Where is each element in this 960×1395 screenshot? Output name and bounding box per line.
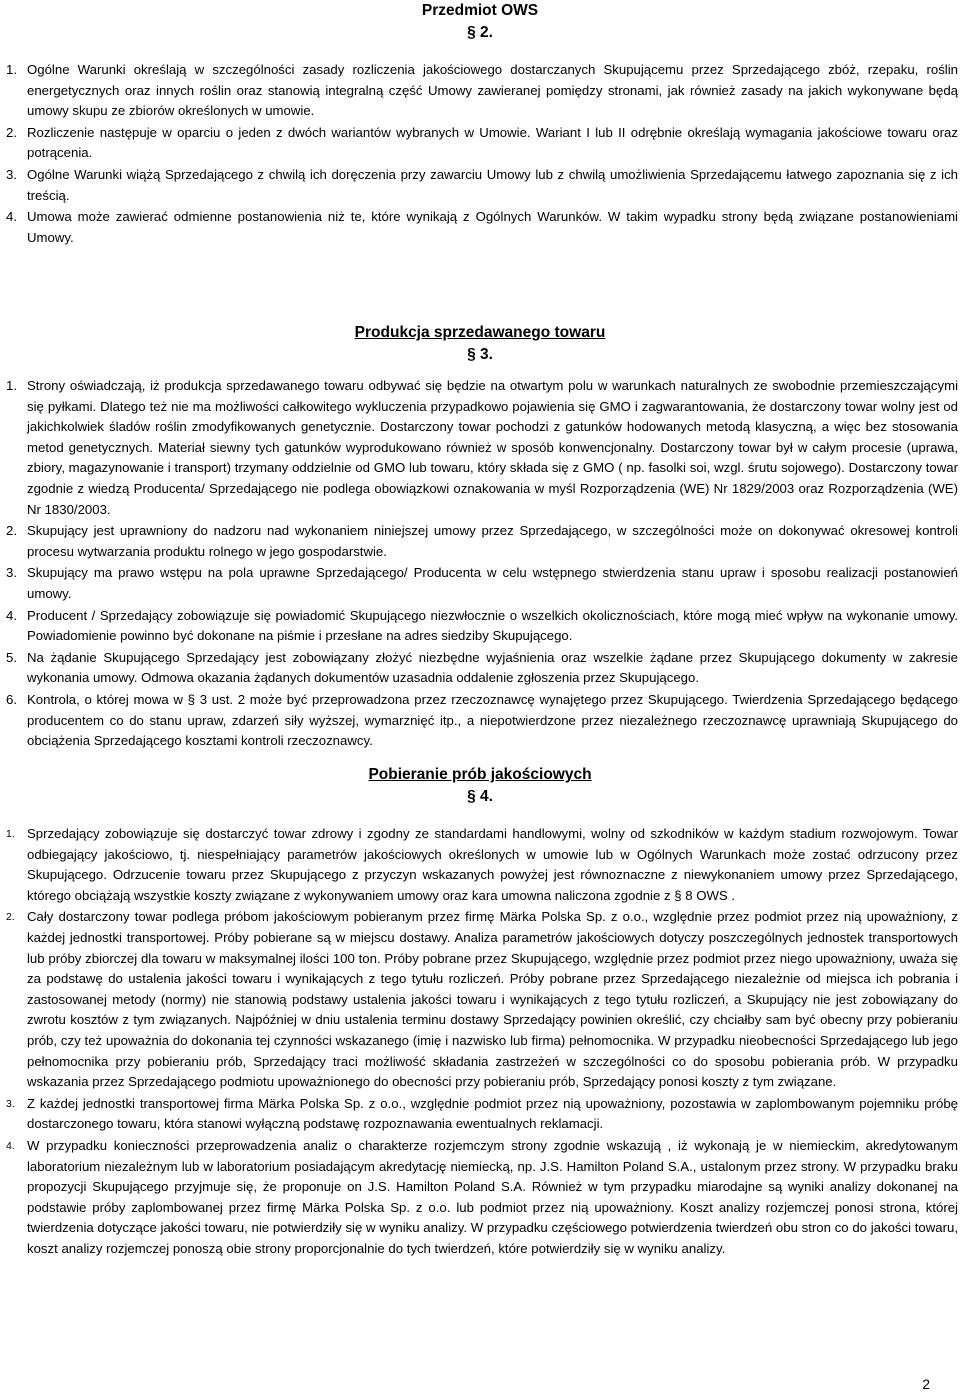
section-items <box>0 376 960 752</box>
section-items <box>0 824 960 1259</box>
section-number: § 2. <box>467 24 493 41</box>
item-number: 5. <box>6 649 17 665</box>
item-text: Z każdej jednostki transportowej firma Märka Polska Sp. z o.o., względnie podmiot przez nią upoważniony, pozostawia w zaplombowanym pojemniku próbę dostarczonego towaru, która stanowi wyłączną podstawę rozpoznawania ewentualnych reklamacji. <box>27 1095 958 1132</box>
section-title: Przedmiot OWS <box>421 2 539 19</box>
item-text: Skupujący jest uprawniony do nadzoru nad wykonaniem niniejszej umowy przez Sprzedającego, w szczególności może on dokonywać okresowej kontroli procesu wytwarzania produktu rolnego w jego gospodarstwie. <box>27 523 958 559</box>
section-pobieranie-prob <box>0 764 960 1260</box>
list-item <box>0 907 960 1092</box>
section-number: § 3. <box>467 346 493 363</box>
item-text: Na żądanie Skupującego Sprzedający jest zobowiązany złożyć niezbędne wyjaśnienia oraz wszelkie żądane przez Skupującego dokumenty w zakresie wykonania umowy. Odmowa okazania żądanych dokumentów uzasadnia oddalenie zgłoszenia przez Skupującego. <box>27 649 958 686</box>
item-text: Strony oświadczają, iż produkcja sprzedawanego towaru odbywać się będzie na otwartym polu w warunkach naturalnych ze swobodnie przemieszczającymi się pyłkami. Dlatego też nie ma możliwości całkowitego wykluczenia przypadkowo pojawienia się GMO i zagwarantowania, że dostarczony towar wolny jest od jakichkolwiek śladów roślin zmodyfikowanych genetycznie. Dostarczony towar pochodzi z gatunków hodowanych metodą klasyczną, a więc bez stosowania metod genetycznych. Materiał siewny tych gatunków wyprodukowano również w sposób konwencjonalny. Dostarczony towar był w całym procesie (uprawa, zbiory, magazynowanie i transport) trzymany oddzielnie od GMO lub towaru, który składa się z GMO ( np. fasolki soi, wzgl. śrutu sojowego). Dostarczony towar zgodnie z wiedzą Producenta/ Sprzedającego nie podlega obowiązkowi oznakowania w myśl Rozporządzenia (WE) Nr 1829/2003 oraz Rozporządzenia (WE) Nr 1830/2003. <box>27 378 958 517</box>
section-produkcja <box>0 322 960 753</box>
item-number: 2. <box>6 911 15 924</box>
list-item <box>0 521 960 562</box>
section-heading <box>0 764 960 808</box>
item-number: 1. <box>6 62 17 77</box>
item-number: 3. <box>6 565 17 581</box>
item-text: Ogólne Warunki wiążą Sprzedającego z chwilą ich doręczenia przy zawarciu Umowy lub z chwilą umożliwienia Sprzedającemu łatwego zapoznania się z ich treścią. <box>27 166 958 203</box>
list-item <box>0 824 960 906</box>
item-number: 4. <box>6 607 17 623</box>
item-number: 1. <box>6 828 15 840</box>
item-text: Skupujący ma prawo wstępu na pola uprawne Sprzedającego/ Producenta w celu wstępnego stwierdzenia stanu upraw i sposobu realizacji postanowień umowy. <box>27 565 958 601</box>
list-item <box>0 123 960 164</box>
item-number: 4. <box>6 209 17 225</box>
list-item <box>0 165 960 206</box>
item-text: W przypadku konieczności przeprowadzenia analiz o charakterze rozjemczym strony zgodnie wskazują , iż wykonają je w niemieckim, akredytowanym laboratorium niezależnym lub w laboratorium posiadającym akredytację niemiecką, np. J.S. Hamilton Poland S.A., ustalonym przez strony. W przypadku braku propozycji Skupującego przyjmuje się, że proponuje on J.S. Hamilton Poland S.A. Również w tym przypadku miarodajne są wyniki analizy dokonanej na podstawie próby zaplombowanej przez firmę Märka Polska Sp. z o.o. lub podmiot przez nią upoważniony. Koszt analizy rozjemczej ponosi strona, której twierdzenia dotyczące jakości towaru, nie potwierdziły się w wyniku analizy. W przypadku częściowego potwierdzenia twierdzeń obu stron co do jakości towaru, koszt analizy rozjemczej ponoszą obie strony proporcjonalnie do tych twierdzeń, które potwierdziły się w wyniku analizy. <box>27 1137 958 1256</box>
item-number: 1. <box>6 378 17 393</box>
item-text: Umowa może zawierać odmienne postanowienia niż te, które wynikają z Ogólnych Warunków. W takim wypadku strony będą związane postanowieniami Umowy. <box>27 209 958 245</box>
list-item <box>0 376 960 520</box>
list-item <box>0 563 960 604</box>
item-number: 6. <box>6 691 17 707</box>
list-item <box>0 606 960 647</box>
list-item <box>0 690 960 752</box>
section-title: Produkcja sprzedawanego towaru <box>354 324 606 341</box>
item-text: Cały dostarczony towar podlega próbom jakościowym pobieranym przez firmę Märka Polska Sp. z o.o., względnie przez podmiot przez nią upoważniony, z każdej jednostki transportowej. Próby pobierane są w miejscu dostawy. Analiza parametrów jakościowych dotyczy poszczególnych jednostek transportowych lub próby zbiorczej dla towaru w maksymalnej ilości 100 ton. Próby pobrane przez Skupującego, względnie przez podmiot przez niego upoważniony, uważa się za podstawę do ustalenia jakości towaru i wynikających z tego tytułu rozliczeń. Próby pobrane przez Sprzedającego niezależnie od miejsca ich pobrania i zastosowanej metody (normy) nie stanowią podstawy ustalenia jakości towaru i wynikających z tego tytułu rozliczeń, a Skupujący nie jest zobowiązany do zwrotu kosztów z tym związanych. Najpóźniej w dniu ustalenia terminu dostawy Sprzedający powinien określić, czy chciałby sam być obecny przy pobieraniu prób, czy też upoważnia do dokonania tej czynności wskazanego (imię i nazwisko lub firma) pełnomocnika. W przypadku nieobecności Sprzedającego lub jego pełnomocnika przy pobieraniu prób, Sprzedający traci możliwość składania zastrzeżeń w szczególności co do sposobu pobierania prób. W przypadku wskazania przez Sprzedającego podmiotu upoważnionego do obecności przy pobieraniu prób, Sprzedający ponosi koszty z tym związane. <box>27 909 958 1090</box>
section-number: § 4. <box>467 788 493 805</box>
item-text: Kontrola, o której mowa w § 3 ust. 2 może być przeprowadzona przez rzeczoznawcę wynajętego przez Skupującego. Twierdzenia Sprzedającego będącego producentem co do stanu upraw, zdarzeń siły wyższej, wymarznięć itp., a niepotwierdzone przez niezależnego rzeczoznawcę uprawniają Skupującego do obciążenia Sprzedającego kosztami kontroli rzeczoznawcy. <box>27 691 958 749</box>
item-number: 2. <box>6 523 17 539</box>
item-text: Producent / Sprzedający zobowiązuje się powiadomić Skupującego niezwłocznie o wszelkich okolicznościach, które mogą mieć wpływ na wykonanie umowy. Powiadomienie powinno być dokonane na piśmie i przesłane na adres siedziby Skupującego. <box>27 607 958 644</box>
item-number: 2. <box>6 124 17 140</box>
item-number: 3. <box>6 1097 15 1110</box>
item-number: 4. <box>6 1139 15 1152</box>
list-item <box>0 1136 960 1260</box>
item-text: Rozliczenie następuje w oparciu o jeden z dwóch wariantów wybranych w Umowie. Wariant I lub II odrębnie określają wymagania jakościowe towaru oraz potrącenia. <box>27 124 958 161</box>
list-item <box>0 60 960 122</box>
section-przedmiot-ows <box>0 0 960 249</box>
item-number: 3. <box>6 166 17 182</box>
section-items <box>0 60 960 248</box>
section-heading <box>0 0 960 44</box>
list-item <box>0 648 960 689</box>
page-number: 2 <box>922 1376 930 1392</box>
item-text: Ogólne Warunki określają w szczególności zasady rozliczenia jakościowego dostarczanych Skupującemu przez Sprzedającego zbóż, rzepaku, roślin energetycznych oraz innych roślin oraz stanowią integralną część Umowy zawieranej pomiędzy stronami, jak również zasady na jakich wykonywane będą umowy skupu ze zbiorów określonych w umowie. <box>27 62 958 119</box>
section-title: Pobieranie prób jakościowych <box>368 766 592 783</box>
list-item <box>0 207 960 248</box>
list-item <box>0 1094 960 1135</box>
item-text: Sprzedający zobowiązuje się dostarczyć towar zdrowy i zgodny ze standardami handlowymi, wolny od szkodników w każdym stadium rozwojowym. Towar odbiegający jakościowo, tj. niespełniający parametrów jakościowych określonych w umowie lub w Ogólnych Warunkach może zostać odrzucony przez Skupującego. Odrzucenie towaru przez Skupującego z przyczyn wskazanych powyżej jest równoznaczne z niewykonaniem umowy przez Sprzedającego, którego obciążają wszystkie koszty związane z wykonywaniem umowy oraz kara umowna naliczona zgodnie z § 8 OWS . <box>27 826 958 903</box>
section-heading <box>0 322 960 366</box>
